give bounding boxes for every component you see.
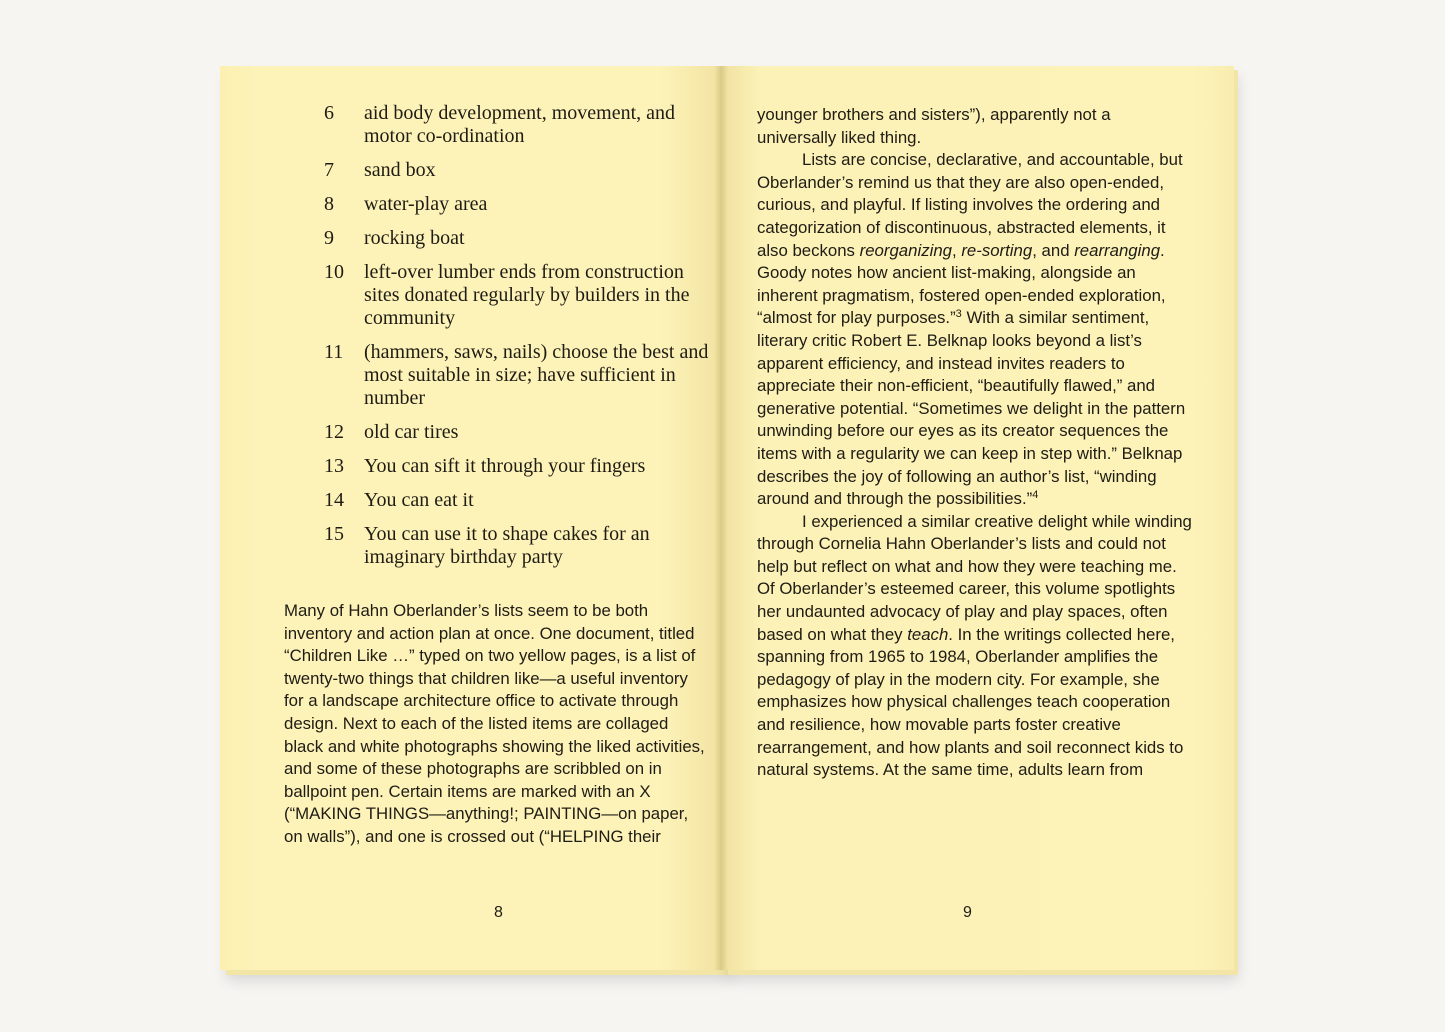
- list-item-text: water-play area: [364, 193, 488, 215]
- list-item-text: You can sift it through your fingers: [364, 455, 646, 477]
- text-run: With a similar sentiment, literary critic Robert E. Belknap looks beyond a list’s apparent efficiency, and instead invites readers to appreciate their non-efficient, “beautifully flawed,” and generative potential. “Sometimes we delight in the pattern unwinding before our eyes as its creator sequences the items with a regularity we can keep in step with.” Belknap describes the joy of following an author’s list, “winding around and through the possibilities.”: [757, 308, 1186, 509]
- list-item-number: 9: [324, 227, 334, 249]
- list-item-text: old car tires: [364, 421, 459, 443]
- list-item-text: You can use it to shape cakes for an imaginary birthday party: [364, 523, 650, 568]
- text-run: . Goody notes how ancient list-making, alongside an inherent pragmatism, fostered open-ended exploration, “almost for play purposes.”: [757, 240, 1166, 328]
- list-item-number: 13: [324, 455, 344, 477]
- page-number: 8: [494, 904, 503, 921]
- list-item-text: (hammers, saws, nails) choose the best and most suitable in size; have sufficient in number: [364, 341, 709, 409]
- open-book: [220, 66, 1242, 981]
- list-item-text: aid body development, movement, and motor co-ordination: [364, 102, 676, 147]
- text-run: I experienced a similar creative delight while winding through Cornelia Hahn Oberlander’s lists and could not help but reflect on what and how they were teaching me. Of Oberlander’s esteemed career, this volume spotlights her undaunted advocacy of play and play spaces, often based on what they: [757, 511, 1192, 644]
- text-run: , and: [1032, 240, 1075, 260]
- left-page: [220, 66, 720, 970]
- list-item-number: 14: [324, 489, 344, 511]
- text-run: ,: [951, 240, 962, 260]
- body-paragraph: Many of Hahn Oberlander’s lists seem to be both inventory and action plan at once. One document, titled “Children Like …” typed on two yellow pages, is a list of twenty-two things that children like—a useful inventory for a landscape architecture office to activate through design. Next to each of the listed items are collaged black and white photographs showing the liked activities, and some of these photographs are scribbled on in ballpoint pen. Certain items are marked with an X (“MAKING THINGS—anything!; PAINTING—on paper, on walls”), and one is crossed out (“HELPING their: [284, 601, 705, 846]
- body-paragraph: [757, 149, 1193, 511]
- italic-text: teach: [907, 624, 949, 644]
- list-item-number: 10: [324, 261, 344, 283]
- list-item-text: left-over lumber ends from construction sites donated regularly by builders in the community: [364, 261, 690, 329]
- right-page-text: [757, 104, 1193, 782]
- list-item-text: rocking boat: [364, 227, 465, 249]
- list-item-text: You can eat it: [364, 489, 474, 511]
- text-run: Lists are concise, declarative, and accountable, but Oberlander’s remind us that they are also open-ended, curious, and playful. If listing involves the ordering and categorization of discontinuous, abstracted elements, it also beckons: [757, 150, 1183, 260]
- body-paragraph: younger brothers and sisters”), apparently not a universally liked thing.: [757, 105, 1111, 147]
- list-item: [324, 523, 716, 569]
- list-item: [324, 455, 716, 478]
- body-paragraph: [757, 511, 1193, 782]
- list-item-number: 12: [324, 421, 344, 443]
- list-item: [324, 227, 716, 250]
- footnote-marker: 3: [955, 308, 962, 321]
- list-item: [324, 193, 716, 216]
- list-item: [324, 421, 716, 444]
- list-item: [324, 261, 716, 330]
- italic-text: reorganizing: [859, 240, 952, 260]
- list-item-number: 15: [324, 523, 344, 545]
- list-item: [324, 489, 716, 512]
- footnote-marker: 4: [1032, 489, 1039, 502]
- right-page: [720, 66, 1234, 970]
- text-run: . In the writings collected here, spanning from 1965 to 1984, Oberlander amplifies the pedagogy of play in the modern city. For example, she emphasizes how physical challenges teach cooperation and resilience, how movable parts foster creative rearrangement, and how plants and soil reconnect kids to natural systems. At the same time, adults learn from: [757, 624, 1184, 780]
- italic-text: rearranging: [1074, 240, 1161, 260]
- page-number: 9: [963, 904, 972, 921]
- list-item-number: 11: [324, 341, 344, 363]
- list-item: [324, 102, 716, 148]
- italic-text: re-sorting: [961, 240, 1033, 260]
- list-item: [324, 341, 716, 410]
- list-item-text: sand box: [364, 159, 436, 181]
- list-item-number: 7: [324, 159, 334, 181]
- book-gutter: [714, 66, 728, 970]
- list-item-number: 6: [324, 102, 334, 124]
- list-item-number: 8: [324, 193, 334, 215]
- list-item: [324, 159, 716, 182]
- numbered-list: [324, 102, 716, 580]
